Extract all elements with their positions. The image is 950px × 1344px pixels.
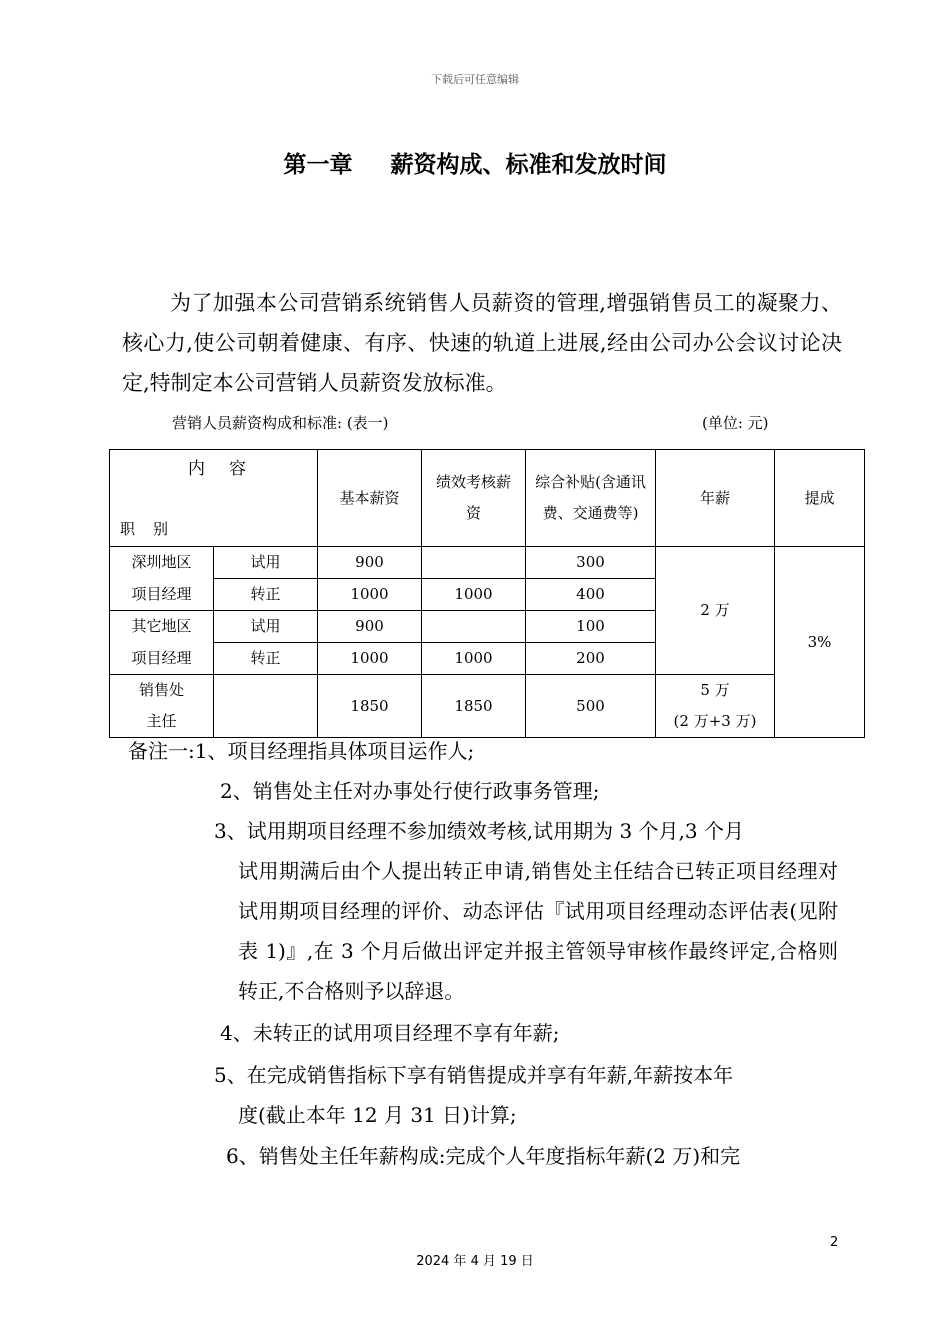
table-caption: 营销人员薪资构成和标准: (表一) <box>172 414 389 432</box>
status-cell: 试用 <box>214 611 318 643</box>
base-cell: 900 <box>318 611 422 643</box>
status-cell <box>214 675 318 738</box>
header-base-salary: 基本薪资 <box>318 450 422 547</box>
note-6: 6、销售处主任年薪构成:完成个人年度指标年薪(2 万)和完 <box>226 1144 741 1168</box>
base-cell: 900 <box>318 547 422 579</box>
allowance-cell: 100 <box>526 611 656 643</box>
table-row <box>110 675 865 738</box>
header-commission: 提成 <box>775 450 865 547</box>
status-cell: 转正 <box>214 579 318 611</box>
intro-paragraph: 为了加强本公司营销系统销售人员薪资的管理,增强销售员工的凝聚力、核心力,使公司朝着健康、有序、快速的轨道上进展,经由公司办公会议讨论决定,特制定本公司营销人员薪资发放标准。 <box>122 291 842 395</box>
base-cell: 1850 <box>318 675 422 738</box>
perf-cell: 1850 <box>422 675 526 738</box>
base-cell: 1000 <box>318 579 422 611</box>
page-number: 2 <box>830 1235 839 1250</box>
position-cell: 深圳地区 <box>110 547 214 579</box>
note-3-body: 试用期满后由个人提出转正申请,销售处主任结合已转正项目经理对试用期项目经理的评价、动态评估『试用项目经理动态评估表(见附表 1)』,在 3 个月后做出评定并报主管领导审核作最终评定,合格则转正,不合格则予以辞退。 <box>238 859 838 1003</box>
annual-managers-cell: 2 万 <box>656 547 775 675</box>
allowance-cell: 400 <box>526 579 656 611</box>
perf-cell <box>422 611 526 643</box>
chapter-number: 第一章 <box>283 152 353 178</box>
perf-cell: 1000 <box>422 643 526 675</box>
footer-date: 2024 年 4 月 19 日 <box>416 1254 534 1269</box>
position-cell: 项目经理 <box>110 579 214 611</box>
commission-cell: 3% <box>775 547 865 738</box>
note-5-body: 度(截止本年 12 月 31 日)计算; <box>238 1103 517 1127</box>
status-cell: 试用 <box>214 547 318 579</box>
annual-director-cell: 5 万 (2 万+3 万) <box>656 675 775 738</box>
salary-table <box>109 449 865 738</box>
allowance-cell: 300 <box>526 547 656 579</box>
position-cell: 销售处 主任 <box>110 675 214 738</box>
allowance-cell: 500 <box>526 675 656 738</box>
table-corner-cell <box>110 450 318 547</box>
perf-cell: 1000 <box>422 579 526 611</box>
note-5-first-line: 5、在完成销售指标下享有销售提成并享有年薪,年薪按本年 <box>214 1063 734 1087</box>
header-note: 下载后可任意编辑 <box>431 73 519 86</box>
status-cell: 转正 <box>214 643 318 675</box>
chapter-heading: 薪资构成、标准和发放时间 <box>390 152 667 178</box>
base-cell: 1000 <box>318 643 422 675</box>
note-2: 2、销售处主任对办事处行使行政事务管理; <box>220 779 600 803</box>
header-allowance: 综合补贴(含通讯费、交通费等) <box>526 450 656 547</box>
header-performance-salary: 绩效考核薪资 <box>422 450 526 547</box>
allowance-cell: 200 <box>526 643 656 675</box>
chapter-title <box>0 146 950 179</box>
position-cell: 其它地区 <box>110 611 214 643</box>
note-3-first-line: 3、试用期项目经理不参加绩效考核,试用期为 3 个月,3 个月 <box>214 819 744 843</box>
corner-bottom-label: 职别 <box>120 520 187 538</box>
header-annual-salary: 年薪 <box>656 450 775 547</box>
corner-top-label: 内容 <box>188 459 270 479</box>
table-row <box>110 547 865 579</box>
position-cell: 项目经理 <box>110 643 214 675</box>
perf-cell <box>422 547 526 579</box>
table-unit: (单位: 元) <box>702 414 769 432</box>
note-1: 备注一:1、项目经理指具体项目运作人; <box>128 739 475 763</box>
note-4: 4、未转正的试用项目经理不享有年薪; <box>220 1021 560 1045</box>
